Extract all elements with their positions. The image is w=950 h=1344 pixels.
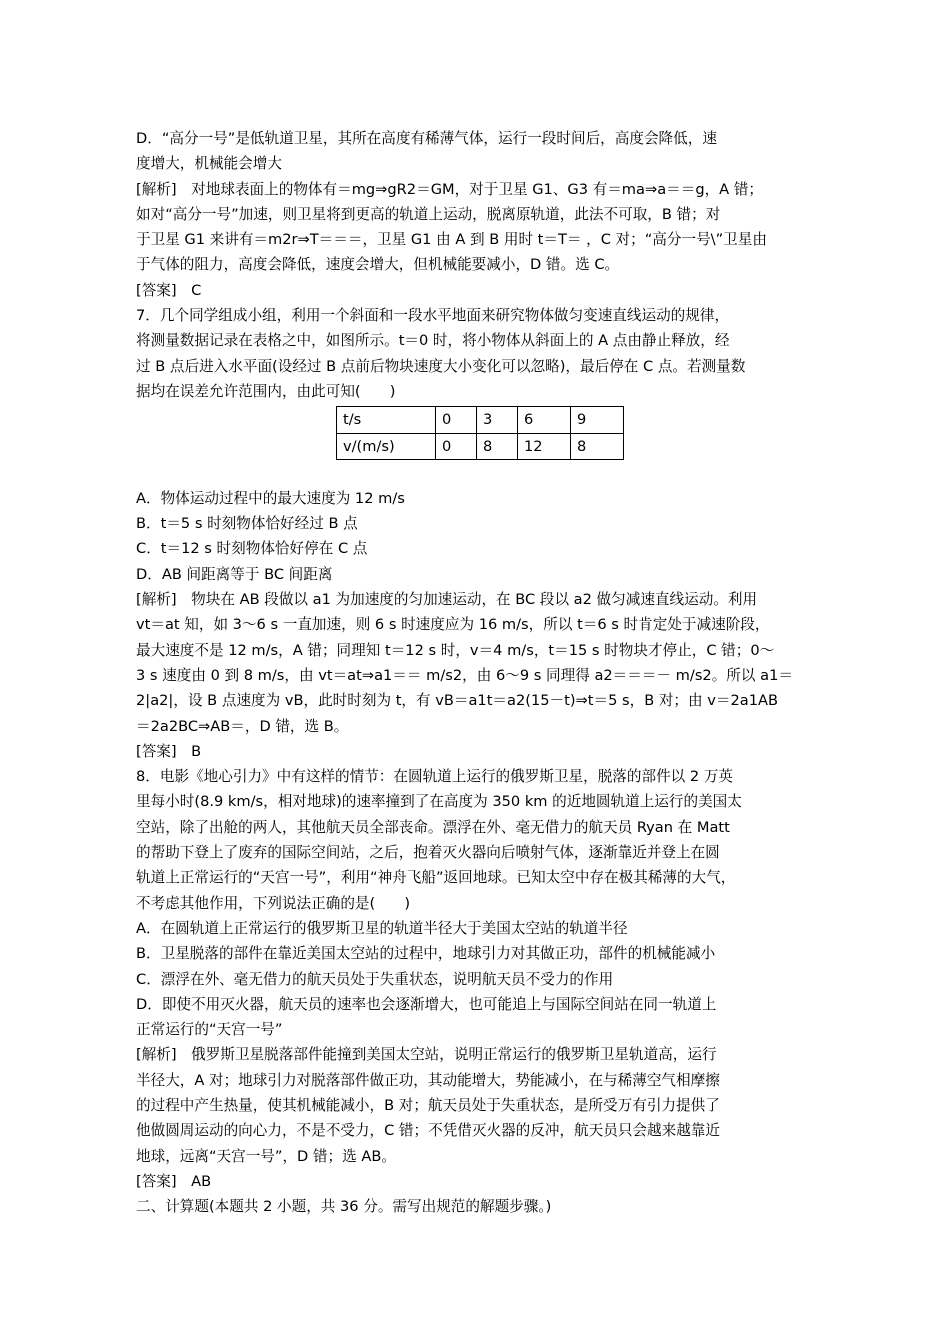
- table-cell: 8: [571, 433, 624, 459]
- option-a: A．物体运动过程中的最大速度为 12 m/s: [136, 489, 405, 507]
- option-c: C．t＝12 s 时刻物体恰好停在 C 点: [136, 540, 368, 558]
- analysis-line: ＝2a2BC⇒AB＝，D 错，选 B。: [136, 717, 349, 735]
- q7-analysis: [136, 587, 816, 739]
- q8-answer: [答案] AB: [136, 1172, 212, 1190]
- stem-line: 空站，除了出舱的两人，其他航天员全部丧命。漂浮在外、毫无借力的航天员 Ryan 在 Matt: [136, 818, 730, 836]
- option-a: A．在圆轨道上正常运行的俄罗斯卫星的轨道半径大于美国太空站的轨道半径: [136, 919, 628, 937]
- stem-line: 的帮助下登上了废弃的国际空间站，之后，抱着灭火器向后喷射气体，逐渐靠近并登上在圆: [136, 844, 720, 862]
- table-cell: 0: [436, 407, 477, 433]
- section-heading: 二、计算题(本题共 2 小题，共 36 分。需写出规范的解题步骤。): [136, 1198, 552, 1216]
- table-row: [337, 433, 624, 459]
- option-b: B．卫星脱落的部件在靠近美国太空站的过程中，地球引力对其做正功，部件的机械能减小: [136, 945, 716, 963]
- analysis-line: 2|a2|，设 B 点速度为 vB，此时时刻为 t，有 vB＝a1t＝a2(15－t)⇒t＝5 s，B 对；由 v＝2a1AB: [136, 692, 778, 710]
- q8-analysis: [136, 1042, 816, 1168]
- q6-option-d: [136, 126, 816, 177]
- table-cell: 6: [518, 407, 571, 433]
- analysis-line: vt＝at 知，如 3～6 s 一直加速，则 6 s 时速度应为 16 m/s，所以 t＝6 s 时肯定处于减速阶段，: [136, 616, 770, 634]
- q6-answer: [答案] C: [136, 281, 202, 299]
- table-cell: 3: [477, 407, 518, 433]
- analysis-line: [解析] 对地球表面上的物体有＝mg⇒gR2＝GM，对于卫星 G1、G3 有＝ma⇒a＝＝g，A 错；: [136, 180, 763, 198]
- stem-line: 将测量数据记录在表格之中，如图所示。t＝0 时，将小物体从斜面上的 A 点由静止释放，经: [136, 332, 730, 350]
- q8-stem: [136, 764, 816, 916]
- analysis-line: 地球，远离“天宫一号”，D 错；选 AB。: [136, 1147, 396, 1165]
- table-cell: 8: [477, 433, 518, 459]
- option-b: B．t＝5 s 时刻物体恰好经过 B 点: [136, 515, 358, 533]
- q6-option-d-line-1: D．“高分一号”是低轨道卫星，其所在高度有稀薄气体，运行一段时间后，高度会降低，速: [136, 130, 717, 147]
- analysis-line: 于气体的阻力，高度会降低，速度会增大，但机械能要减小，D 错。选 C。: [136, 256, 620, 274]
- stem-line: 不考虑其他作用，下列说法正确的是( ): [136, 894, 411, 912]
- option-d-continued: 正常运行的“天宫一号”: [136, 1021, 283, 1039]
- table-cell: 0: [436, 433, 477, 459]
- stem-line: 8．电影《地心引力》中有这样的情节：在圆轨道上运行的俄罗斯卫星，脱落的部件以 2 万英: [136, 768, 734, 786]
- table-cell: 9: [571, 407, 624, 433]
- stem-line: 过 B 点后进入水平面(设经过 B 点前后物块速度大小变化可以忽略)，最后停在 C 点。若测量数: [136, 357, 746, 375]
- table-cell: v/(m/s): [337, 433, 436, 459]
- analysis-line: 如对“高分一号”加速，则卫星将到更高的轨道上运动，脱离原轨道，此法不可取，B 错；对: [136, 205, 721, 223]
- option-d: D．AB 间距离等于 BC 间距离: [136, 565, 333, 583]
- q6-analysis: [136, 177, 816, 278]
- analysis-line: 3 s 速度由 0 到 8 m/s，由 vt＝at⇒a1＝＝ m/s2，由 6～9 s 同理得 a2＝＝＝－ m/s2。所以 a1＝: [136, 666, 793, 684]
- q7-answer: [答案] B: [136, 742, 202, 760]
- q7-data-table: [336, 406, 624, 460]
- option-c: C．漂浮在外、毫无借力的航天员处于失重状态，说明航天员不受力的作用: [136, 970, 614, 988]
- analysis-line: 最大速度不是 12 m/s，A 错；同理知 t＝12 s 时，v＝4 m/s，t＝15 s 时物块才停止，C 错；0～: [136, 641, 775, 659]
- table-cell: t/s: [337, 407, 436, 433]
- analysis-line: [解析] 俄罗斯卫星脱落部件能撞到美国太空站，说明正常运行的俄罗斯卫星轨道高，运行: [136, 1046, 717, 1064]
- analysis-line: 半径大，A 对；地球引力对脱落部件做正功，其动能增大，势能减小，在与稀薄空气相摩擦: [136, 1071, 720, 1089]
- table-cell: 12: [518, 433, 571, 459]
- q7-stem: [136, 303, 816, 404]
- stem-line: 7．几个同学组成小组，利用一个斜面和一段水平地面来研究物体做匀变速直线运动的规律，: [136, 307, 730, 325]
- table-row: [337, 407, 624, 433]
- document-page: [136, 126, 816, 1219]
- stem-line: 里每小时(8.9 km/s，相对地球)的速率撞到了在高度为 350 km 的近地圆轨道上运行的美国太: [136, 793, 742, 811]
- stem-line: 据均在误差允许范围内，由此可知( ): [136, 382, 396, 400]
- analysis-line: 于卫星 G1 来讲有＝m2r⇒T＝＝＝，卫星 G1 由 A 到 B 用时 t＝T＝ ，C 对；“高分一号\”卫星由: [136, 231, 767, 249]
- analysis-line: [解析] 物块在 AB 段做以 a1 为加速度的匀加速运动，在 BC 段以 a2 做匀减速直线运动。利用: [136, 591, 758, 609]
- q7-data-table-wrapper: [336, 406, 816, 460]
- q7-options: [136, 486, 816, 587]
- option-d: D．即使不用灭火器，航天员的速率也会逐渐增大，也可能追上与国际空间站在同一轨道上: [136, 995, 717, 1013]
- analysis-line: 的过程中产生热量，使其机械能减小，B 对；航天员处于失重状态，是所受万有引力提供了: [136, 1096, 720, 1114]
- q6-option-d-line-2: 度增大，机械能会增大: [136, 155, 282, 173]
- q8-options: [136, 916, 816, 1042]
- stem-line: 轨道上正常运行的“天宫一号”，利用“神舟飞船”返回地球。已知太空中存在极其稀薄的大气，: [136, 869, 736, 887]
- analysis-line: 他做圆周运动的向心力，不是不受力，C 错；不凭借灭火器的反冲，航天员只会越来越靠近: [136, 1122, 720, 1140]
